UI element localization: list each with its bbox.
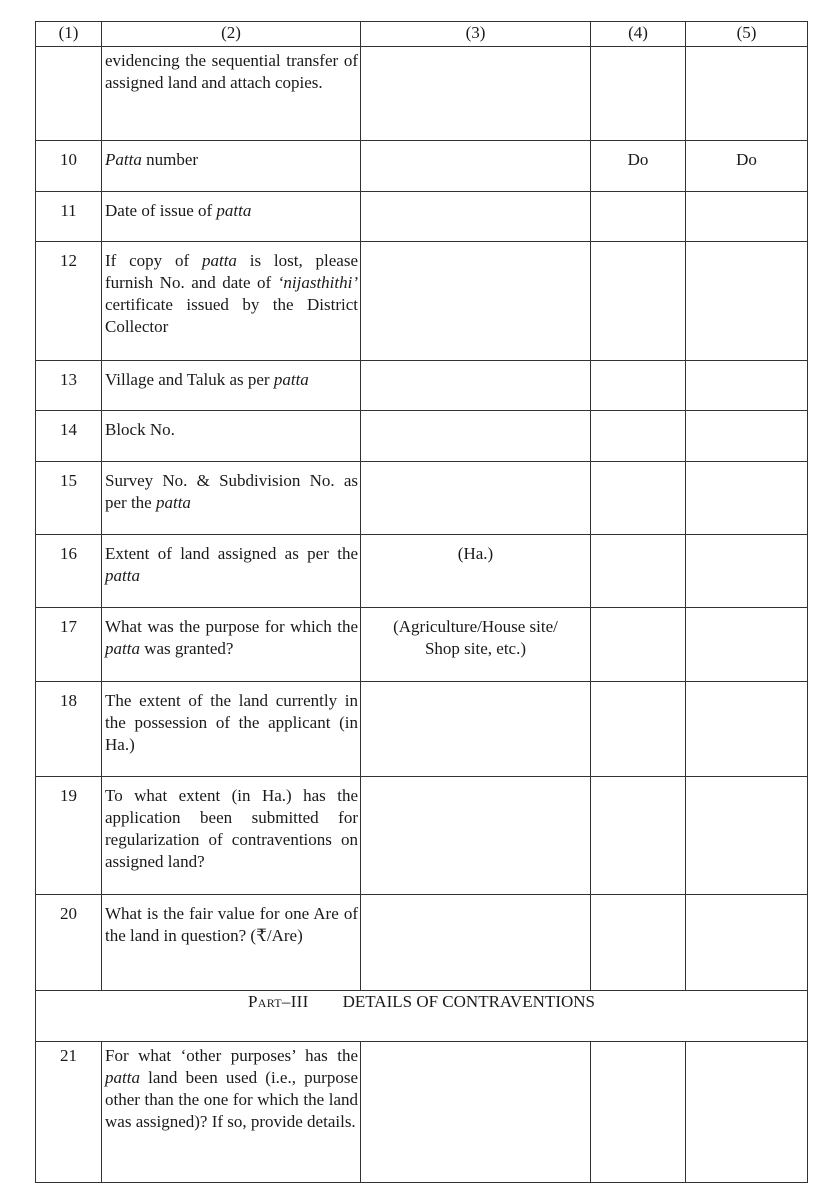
col4-cell[interactable]	[591, 192, 686, 242]
row-description: evidencing the sequential transfer of assigned land and attach copies.	[102, 47, 361, 141]
table-row	[36, 682, 808, 777]
table-row	[36, 1042, 808, 1183]
row-description: Survey No. & Subdivision No. as per the patta	[102, 462, 361, 535]
header-col-2: (2)	[102, 22, 361, 47]
row-description: The extent of the land currently in the possession of the applicant (in Ha.)	[102, 682, 361, 777]
row-description: What was the purpose for which the patta was granted?	[102, 608, 361, 682]
col4-cell[interactable]: Do	[591, 141, 686, 192]
row-description: What is the fair value for one Are of the land in question? (₹/Are)	[102, 895, 361, 991]
row-description: Village and Taluk as per patta	[102, 361, 361, 411]
col3-cell[interactable]	[361, 411, 591, 462]
col3-cell[interactable]	[361, 682, 591, 777]
col3-cell[interactable]	[361, 361, 591, 411]
col4-cell[interactable]	[591, 1042, 686, 1183]
table-row	[36, 535, 808, 608]
col4-cell[interactable]	[591, 895, 686, 991]
header-col-4: (4)	[591, 22, 686, 47]
col3-cell[interactable]: (Agriculture/House site/ Shop site, etc.)	[361, 608, 591, 682]
table-row	[36, 411, 808, 462]
part-heading	[36, 991, 808, 1042]
table-row-continuation	[36, 47, 808, 141]
header-col-5: (5)	[686, 22, 808, 47]
col4-cell[interactable]	[591, 242, 686, 361]
application-form-table	[35, 21, 808, 1183]
col5-cell[interactable]: Do	[686, 141, 808, 192]
row-description: For what ‘other purposes’ has the patta land been used (i.e., purpose other than the one for which the land was assigned)? If so, provide details.	[102, 1042, 361, 1183]
row-description: Date of issue of patta	[102, 192, 361, 242]
row-number: 18	[36, 682, 102, 777]
col4-cell[interactable]	[591, 361, 686, 411]
table-row	[36, 141, 808, 192]
row-number: 14	[36, 411, 102, 462]
header-col-3: (3)	[361, 22, 591, 47]
col5-cell[interactable]	[686, 1042, 808, 1183]
col4-cell[interactable]	[591, 535, 686, 608]
table-row	[36, 895, 808, 991]
col3-cell[interactable]	[361, 47, 591, 141]
column-number-header	[36, 22, 808, 47]
col5-cell[interactable]	[686, 682, 808, 777]
row-description: To what extent (in Ha.) has the application been submitted for regularization of contraventions on assigned land?	[102, 777, 361, 895]
col3-cell[interactable]	[361, 192, 591, 242]
table-row	[36, 462, 808, 535]
row-number: 20	[36, 895, 102, 991]
row-number: 11	[36, 192, 102, 242]
col5-cell[interactable]	[686, 192, 808, 242]
row-description: Block No.	[102, 411, 361, 462]
row-number: 21	[36, 1042, 102, 1183]
col5-cell[interactable]	[686, 608, 808, 682]
col5-cell[interactable]	[686, 462, 808, 535]
row-number: 15	[36, 462, 102, 535]
col3-cell[interactable]: (Ha.)	[361, 535, 591, 608]
table-row	[36, 608, 808, 682]
table-row	[36, 192, 808, 242]
col5-cell[interactable]	[686, 361, 808, 411]
col3-cell[interactable]	[361, 1042, 591, 1183]
col3-cell[interactable]	[361, 777, 591, 895]
row-description: If copy of patta is lost, please furnish No. and date of ‘nijasthithi’ certificate issued by the District Collector	[102, 242, 361, 361]
row-number: 17	[36, 608, 102, 682]
header-col-1: (1)	[36, 22, 102, 47]
table-row	[36, 777, 808, 895]
col5-cell[interactable]	[686, 47, 808, 141]
row-number: 13	[36, 361, 102, 411]
part-title: DETAILS OF CONTRAVENTIONS	[342, 992, 595, 1011]
col5-cell[interactable]	[686, 895, 808, 991]
col4-cell[interactable]	[591, 777, 686, 895]
col5-cell[interactable]	[686, 535, 808, 608]
col3-cell[interactable]	[361, 462, 591, 535]
row-number: 12	[36, 242, 102, 361]
col3-cell[interactable]	[361, 895, 591, 991]
col4-cell[interactable]	[591, 411, 686, 462]
col3-cell[interactable]	[361, 141, 591, 192]
row-description: Extent of land assigned as per the patta	[102, 535, 361, 608]
col4-cell[interactable]	[591, 682, 686, 777]
col5-cell[interactable]	[686, 411, 808, 462]
col5-cell[interactable]	[686, 242, 808, 361]
table-row	[36, 361, 808, 411]
row-number: 19	[36, 777, 102, 895]
part-heading-row	[36, 991, 808, 1042]
col5-cell[interactable]	[686, 777, 808, 895]
col4-cell[interactable]	[591, 47, 686, 141]
row-description: Patta number	[102, 141, 361, 192]
row-number: 16	[36, 535, 102, 608]
part-label: Part–III	[247, 992, 309, 1011]
col3-cell[interactable]	[361, 242, 591, 361]
table-row	[36, 242, 808, 361]
row-number	[36, 47, 102, 141]
col4-cell[interactable]	[591, 462, 686, 535]
row-number: 10	[36, 141, 102, 192]
col4-cell[interactable]	[591, 608, 686, 682]
